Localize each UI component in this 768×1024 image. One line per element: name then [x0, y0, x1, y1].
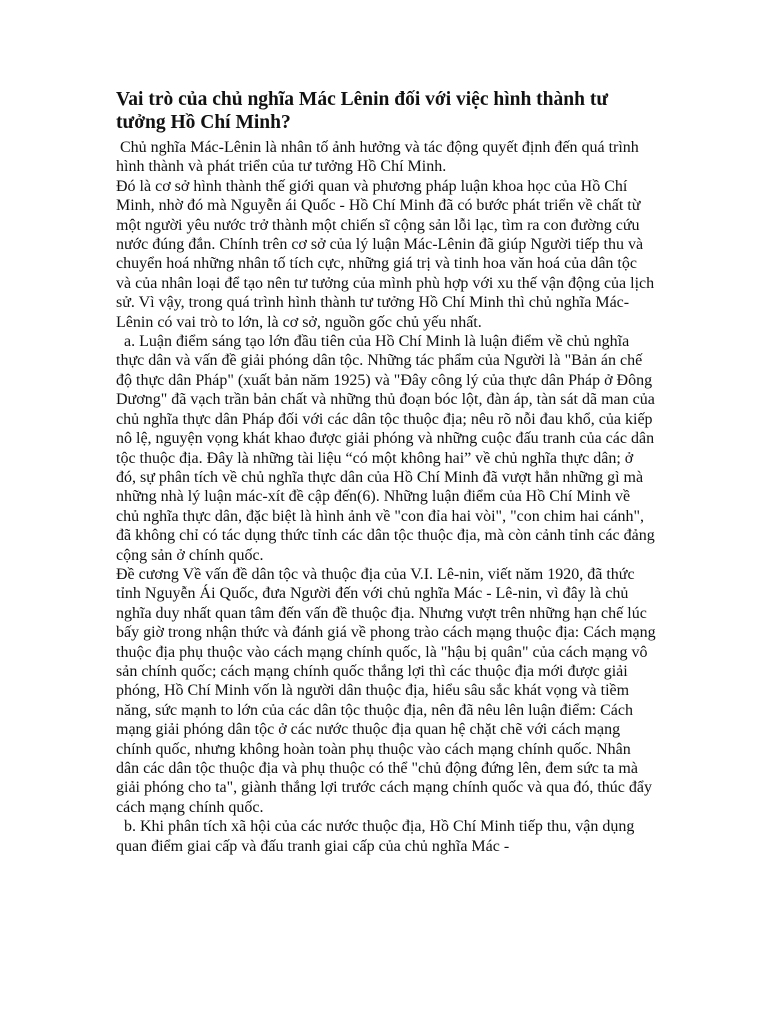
paragraph-point-b: b. Khi phân tích xã hội của các nước thuộc địa, Hồ Chí Minh tiếp thu, vận dụng quan điểm giai cấp và đấu tranh giai cấp của chủ nghĩa Mác - [116, 818, 639, 855]
document-title: Vai trò của chủ nghĩa Mác Lênin đối với việc hình thành tư tưởng Hồ Chí Minh? [116, 89, 609, 133]
paragraph-lenin-thesis: Đề cương Về vấn đề dân tộc và thuộc địa của V.I. Lê-nin, viết năm 1920, đã thức tỉnh Nguyễn Ái Quốc, đưa Người đến với chủ nghĩa Mác - Lê-nin, vì đây là chủ nghĩa duy nhất quan tâm đến vấn đề thuộc địa. Nhưng vượt trên những hạn chế lúc bấy giờ trong nhận thức và đánh giá về phong trào cách mạng thuộc địa: Cách mạng thuộc địa phụ thuộc vào cách mạng chính quốc, là "hậu bị quân" của cách mạng vô sản chính quốc; cách mạng chính quốc thắng lợi thì các thuộc địa mới được giải phóng, Hồ Chí Minh vốn là người dân thuộc địa, hiểu sâu sắc khát vọng và tiềm năng, sức mạnh to lớn của các dân tộc thuộc địa, nên đã nêu lên luận điểm: Cách mạng giải phóng dân tộc ở các nước thuộc địa quan hệ chặt chẽ với cách mạng chính quốc, nhưng không hoàn toàn phụ thuộc vào cách mạng chính quốc. Nhân dân các dân tộc thuộc địa và phụ thuộc có thể "chủ động đứng lên, đem sức ta mà giải phóng cho ta", giành thắng lợi trước cách mạng chính quốc và qua đó, thúc đẩy cách mạng chính quốc. [116, 565, 660, 816]
paragraph-point-a: a. Luận điểm sáng tạo lớn đầu tiên của Hồ Chí Minh là luận điểm về chủ nghĩa thực dân và vấn đề giải phóng dân tộc. Những tác phẩm của Người là "Bản án chế độ thực dân Pháp" (xuất bản năm 1925) và "Đây công lý của thực dân Pháp ở Đông Dương" đã vạch trần bản chất và những thủ đoạn bóc lột, đàn áp, tàn sát dã man của chủ nghĩa thực dân Pháp đối với các dân tộc thuộc địa; nêu rõ nỗi đau khổ, của kiếp nô lệ, nguyện vọng khát khao được giải phóng và những cuộc đấu tranh của các dân tộc thuộc địa. Đây là những tài liệu “có một không hai” về chủ nghĩa thực dân; ở đó, sự phân tích về chủ nghĩa thực dân của Hồ Chí Minh đã vượt hẳn những gì mà những nhà lý luận mác-xít đề cập đến(6). Những luận điểm của Hồ Chí Minh về chủ nghĩa thực dân, đặc biệt là hình ảnh về "con đỉa hai vòi", "con chim hai cánh", đã không chỉ có tác dụng thức tỉnh các dân tộc thuộc địa, mà còn cảnh tỉnh các đảng cộng sản ở chính quốc. [116, 333, 659, 564]
paragraph-intro: Chủ nghĩa Mác-Lênin là nhân tố ảnh hưởng và tác động quyết định đến quá trình hình thành và phát triển của tư tưởng Hồ Chí Minh. [116, 139, 643, 176]
document-page [116, 88, 660, 856]
paragraph-foundation: Đó là cơ sở hình thành thế giới quan và phương pháp luận khoa học của Hồ Chí Minh, nhờ đó mà Nguyễn ái Quốc - Hồ Chí Minh đã có bước phát triển về chất từ một người yêu nước trở thành một chiến sĩ cộng sản lỗi lạc, tìm ra con đường cứu nước đúng đắn. Chính trên cơ sở của lý luận Mác-Lênin đã giúp Người tiếp thu và chuyển hoá những nhân tố tích cực, những giá trị và tinh hoa văn hoá của dân tộc và của nhân loại để tạo nên tư tưởng của mình phù hợp với xu thế vận động của lịch sử. Vì vậy, trong quá trình hình thành tư tưởng Hồ Chí Minh thì chủ nghĩa Mác-Lênin có vai trò to lớn, là cơ sở, nguồn gốc chủ yếu nhất. [116, 177, 659, 331]
